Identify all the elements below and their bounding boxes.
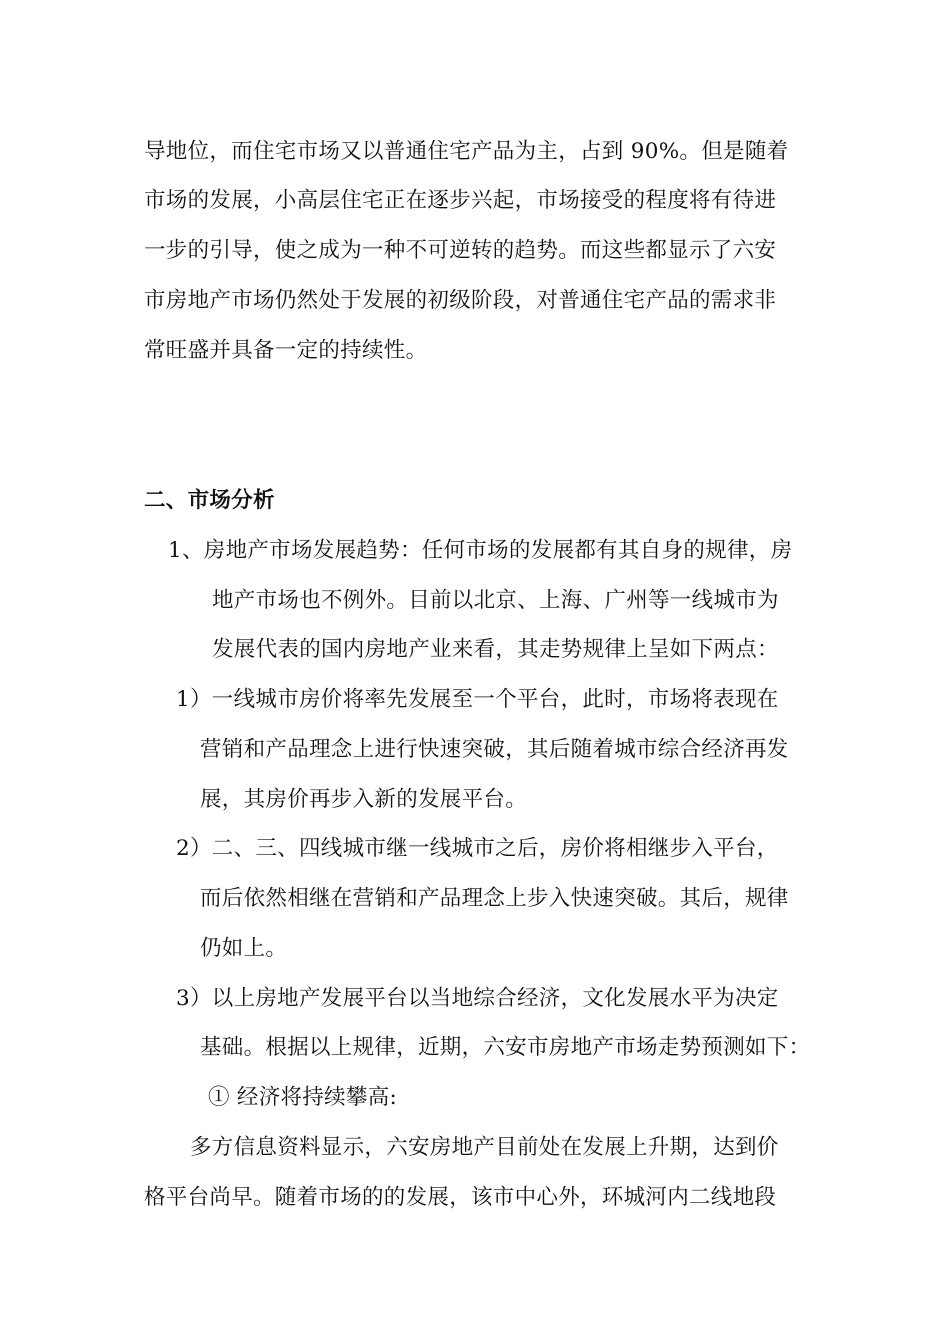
text-line: 1）一线城市房价将率先发展至一个平台，此时，市场将表现在 <box>176 687 779 712</box>
text-line: 营销和产品理念上进行快速突破，其后随着城市综合经济再发 <box>200 737 789 762</box>
text-line: 地产市场也不例外。目前以北京、上海、广州等一线城市为 <box>212 588 779 613</box>
text-line: 一步的引导，使之成为一种不可逆转的趋势。而这些都显示了六安 <box>144 238 777 263</box>
text-line: 3）以上房地产发展平台以当地综合经济，文化发展水平为决定 <box>176 986 779 1011</box>
text-line: 导地位，而住宅市场又以普通住宅产品为主，占到 90%。但是随着 <box>144 139 789 164</box>
text-line: 常旺盛并具备一定的持续性。 <box>144 338 428 363</box>
text-line: 2）二、三、四线城市继一线城市之后，房价将相继步入平台， <box>176 836 779 861</box>
text-line: 格平台尚早。随着市场的的发展，该市中心外，环城河内二线地段 <box>144 1185 777 1210</box>
text-line: 多方信息资料显示，六安房地产目前处在发展上升期，达到价 <box>190 1135 779 1160</box>
text-line: 展，其房价再步入新的发展平台。 <box>200 787 528 812</box>
text-line: 仍如上。 <box>200 936 288 961</box>
text-line: 发展代表的国内房地产业来看，其走势规律上呈如下两点： <box>212 637 779 662</box>
sub-item: ① 经济将持续攀高: <box>208 1085 398 1110</box>
text-line: 市房地产市场仍然处于发展的初级阶段，对普通住宅产品的需求非 <box>144 288 777 313</box>
text-line: 而后依然相继在营销和产品理念上步入快速突破。其后，规律 <box>200 886 789 911</box>
text-line: 基础。根据以上规律，近期，六安市房地产市场走势预测如下： <box>200 1035 811 1060</box>
text-line: 1、房地产市场发展趋势：任何市场的发展都有其自身的规律，房 <box>168 538 793 563</box>
section-heading: 二、市场分析 <box>144 488 275 513</box>
text-line: 市场的发展，小高层住宅正在逐步兴起，市场接受的程度将有待进 <box>144 188 777 213</box>
